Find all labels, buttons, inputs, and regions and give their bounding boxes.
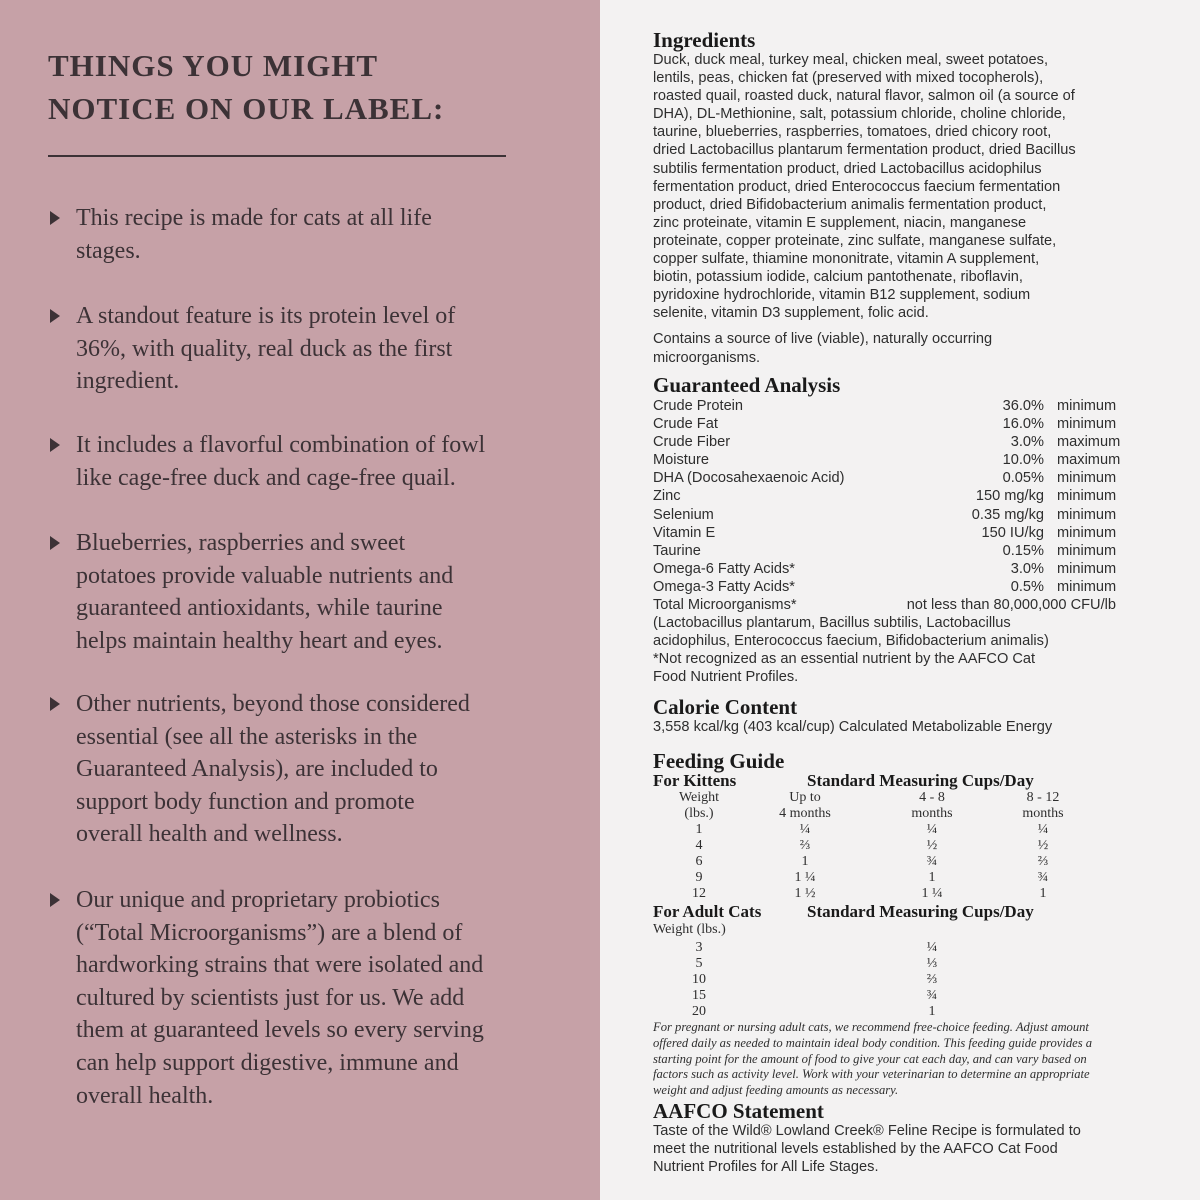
analysis-value: not less than 80,000,000 CFU/lb <box>906 597 1116 614</box>
analysis-nutrient: Total Microorganisms* <box>653 597 797 614</box>
bullet-line: can help support digestive, immune and <box>76 1049 459 1076</box>
ingredients-section <box>653 29 1133 367</box>
bullet-line: 36%, with quality, real duck as the first <box>76 335 453 362</box>
analysis-row <box>653 469 1128 487</box>
aafco-line: meet the nutritional levels established by the AAFCO Cat Food <box>653 1141 1058 1158</box>
bullet-line: guaranteed antioxidants, while taurine <box>76 595 443 622</box>
kitten-cell: ¼ <box>926 822 938 837</box>
note-line: microorganisms. <box>653 349 761 366</box>
bullet-line: like cage-free duck and cage-free quail. <box>76 464 456 491</box>
cups-per-day-label: Standard Measuring Cups/Day <box>807 771 1034 790</box>
kitten-cell: ¾ <box>1037 870 1049 885</box>
ingredients-note <box>653 330 1133 366</box>
kitten-cell: ¾ <box>926 854 938 869</box>
analysis-value: 150 IU/kg <box>981 524 1044 541</box>
analysis-row <box>653 415 1128 433</box>
ingredients-text <box>653 51 1133 322</box>
bullet-arrow-icon <box>50 536 60 550</box>
kitten-cell: 1 <box>801 854 809 869</box>
adult-cell: ⅓ <box>926 956 938 971</box>
bullet-item <box>48 688 578 851</box>
kitten-cell: 1 ½ <box>794 886 816 901</box>
kitten-cell: 1 <box>695 822 703 837</box>
bullet-line: stages. <box>76 237 141 264</box>
bullet-line: essential (see all the asterisks in the <box>76 723 418 750</box>
analysis-qualifier: minimum <box>1057 470 1117 487</box>
kitten-column-header: 8 - 12 <box>1026 790 1060 805</box>
bullet-line: helps maintain healthy heart and eyes. <box>76 627 443 654</box>
ingredient-line: copper sulfate, thiamine mononitrate, vitamin A supplement, <box>653 251 1040 268</box>
ingredient-line: Duck, duck meal, turkey meal, chicken meal, sweet potatoes, <box>653 52 1049 68</box>
kitten-cell: ¼ <box>799 822 811 837</box>
bullet-line: Other nutrients, beyond those considered <box>76 691 470 717</box>
adults-label: For Adult Cats <box>653 902 762 921</box>
ingredient-line: selenite, vitamin D3 supplement, folic acid. <box>653 305 929 322</box>
bullet-line: ingredient. <box>76 368 180 395</box>
title-line: NOTICE ON OUR LABEL: <box>48 91 445 126</box>
adult-cell: 5 <box>695 956 703 971</box>
title-divider <box>48 155 506 157</box>
ingredients-heading: Ingredients <box>653 28 756 52</box>
analysis-row <box>653 451 1128 469</box>
aafco-line: Taste of the Wild® Lowland Creek® Feline Recipe is formulated to <box>653 1123 1081 1139</box>
footnote-line: acidophilus, Enterococcus faecium, Bifidobacterium animalis) <box>653 633 1049 650</box>
analysis-nutrient: Vitamin E <box>653 524 716 541</box>
footnote-line: Food Nutrient Profiles. <box>653 669 799 686</box>
analysis-nutrient: Crude Protein <box>653 398 744 414</box>
ingredient-line: DHA), DL-Methionine, salt, potassium chloride, choline chloride, <box>653 106 1066 123</box>
calorie-value: 3,558 kcal/kg (403 kcal/cup) Calculated Metabolizable Energy <box>653 719 1053 735</box>
bullet-text <box>76 300 578 398</box>
kitten-cell: 1 ¼ <box>794 870 816 885</box>
feeding-note-line: factors such as activity level. Work with your veterinarian to determine an appropriate <box>653 1067 1090 1082</box>
analysis-value: 36.0% <box>1002 398 1044 414</box>
kittens-label: For Kittens <box>653 771 737 790</box>
ingredient-line: zinc proteinate, vitamin E supplement, niacin, manganese <box>653 214 1027 231</box>
bullet-arrow-icon <box>50 309 60 323</box>
kitten-cell: 9 <box>695 870 703 885</box>
cups-per-day-label: Standard Measuring Cups/Day <box>807 902 1034 921</box>
analysis-value: 0.15% <box>1002 542 1044 559</box>
bullet-text <box>76 884 578 1112</box>
bullet-arrow-icon <box>50 438 60 452</box>
kitten-cell: 4 <box>695 838 703 853</box>
kitten-cell: 1 <box>928 870 936 885</box>
adult-weight-header: Weight (lbs.) <box>653 922 726 937</box>
bullet-line: overall health. <box>76 1082 214 1109</box>
bullet-item <box>48 202 578 267</box>
calorie-text <box>653 718 1133 736</box>
bullet-line: hardworking strains that were isolated and <box>76 952 484 979</box>
analysis-row <box>653 578 1128 596</box>
bullet-arrow-icon <box>50 211 60 225</box>
guaranteed-analysis-section <box>653 374 1128 687</box>
feeding-note-line: weight and adjust feeding amounts as necessary. <box>653 1083 899 1098</box>
bullet-line: cultured by scientists just for us. We add <box>76 984 465 1011</box>
analysis-footnote <box>653 614 1128 686</box>
analysis-row <box>653 596 1128 614</box>
analysis-row <box>653 506 1128 524</box>
analysis-value: 0.35 mg/kg <box>971 506 1044 523</box>
ingredient-line: pyridoxine hydrochloride, vitamin B12 supplement, sodium <box>653 287 1031 304</box>
analysis-nutrient: Selenium <box>653 506 714 523</box>
analysis-nutrient: Omega-6 Fatty Acids* <box>653 560 795 577</box>
aafco-text <box>653 1122 1133 1176</box>
page-title <box>48 44 568 130</box>
bullet-item <box>48 429 578 494</box>
ingredient-line: roasted quail, roasted duck, natural flavor, salmon oil (a source of <box>653 88 1075 105</box>
analysis-qualifier: maximum <box>1057 452 1121 469</box>
calorie-heading: Calorie Content <box>653 695 798 719</box>
bullet-text <box>76 429 578 494</box>
bullet-arrow-icon <box>50 697 60 711</box>
kitten-column-header: months <box>1022 806 1064 821</box>
analysis-qualifier: minimum <box>1057 488 1117 505</box>
calorie-section <box>653 696 1133 736</box>
kitten-cell: 12 <box>692 886 706 901</box>
kitten-cell: ¼ <box>1037 822 1049 837</box>
ingredient-line: taurine, blueberries, raspberries, tomatoes, dried chicory root, <box>653 124 1052 141</box>
ingredient-line: dried Lactobacillus plantarum fermentation product, dried Bacillus <box>653 142 1076 159</box>
kitten-column-header: Up to <box>789 790 821 805</box>
feeding-note <box>653 1020 1092 1099</box>
analysis-nutrient: Crude Fat <box>653 416 718 433</box>
analysis-nutrient: Taurine <box>653 542 701 559</box>
analysis-qualifier: minimum <box>1057 398 1117 414</box>
kitten-cell: ½ <box>926 838 938 853</box>
analysis-qualifier: minimum <box>1057 542 1117 559</box>
ingredient-line: product, dried Bifidobacterium animalis fermentation product, <box>653 196 1047 213</box>
analysis-value: 3.0% <box>1010 560 1044 577</box>
bullet-text <box>76 202 578 267</box>
analysis-row <box>653 542 1128 560</box>
bullet-line: (“Total Microorganisms”) are a blend of <box>76 919 463 946</box>
feeding-heading: Feeding Guide <box>653 749 785 773</box>
analysis-qualifier: minimum <box>1057 416 1117 433</box>
footnote-line: *Not recognized as an essential nutrient by the AAFCO Cat <box>653 651 1036 668</box>
analysis-value: 16.0% <box>1002 416 1044 433</box>
ingredient-line: proteinate, copper proteinate, zinc sulfate, manganese sulfate, <box>653 232 1057 249</box>
bullet-line: It includes a flavorful combination of fowl <box>76 432 486 458</box>
bullet-line: potatoes provide valuable nutrients and <box>76 562 454 589</box>
aafco-heading: AAFCO Statement <box>653 1099 824 1123</box>
note-line: Contains a source of live (viable), naturally occurring <box>653 331 993 348</box>
bullet-line: Guaranteed Analysis), are included to <box>76 756 438 783</box>
bullet-text <box>76 527 578 657</box>
ingredient-line: fermentation product, dried Enterococcus faecium fermentation <box>653 178 1061 195</box>
ingredient-line: biotin, potassium iodide, calcium pantothenate, riboflavin, <box>653 269 1023 286</box>
analysis-value: 150 mg/kg <box>975 488 1044 505</box>
bullet-line: them at guaranteed levels so every serving <box>76 1017 484 1044</box>
aafco-section <box>653 1100 1133 1176</box>
bullet-item <box>48 884 578 1112</box>
analysis-table <box>653 397 1128 596</box>
adult-cell: ⅔ <box>926 972 938 987</box>
bullet-line: Our unique and proprietary probiotics <box>76 887 440 913</box>
footnote-line: (Lactobacillus plantarum, Bacillus subtilis, Lactobacillus <box>653 615 1011 632</box>
analysis-qualifier: minimum <box>1057 578 1117 595</box>
kitten-column-header: 4 months <box>779 806 831 821</box>
adult-cell: ¼ <box>926 940 938 955</box>
adult-cell: 20 <box>692 1004 706 1019</box>
bullet-line: A standout feature is its protein level of <box>76 303 456 329</box>
analysis-value: 0.05% <box>1002 470 1044 487</box>
bullet-item <box>48 527 578 657</box>
analysis-nutrient: Zinc <box>653 488 681 505</box>
bullet-line: This recipe is made for cats at all life <box>76 205 432 231</box>
bullet-line: overall health and wellness. <box>76 821 343 848</box>
analysis-row <box>653 524 1128 542</box>
ingredient-line: subtilis fermentation product, dried Lactobacillus acidophilus <box>653 160 1042 177</box>
analysis-row <box>653 560 1128 578</box>
kitten-column-header: 4 - 8 <box>919 790 945 805</box>
kitten-column-header: (lbs.) <box>684 806 714 821</box>
kitten-column-header: months <box>911 806 953 821</box>
kitten-cell: 1 ¼ <box>921 886 943 901</box>
bullet-arrow-icon <box>50 893 60 907</box>
kitten-cell: ½ <box>1037 838 1049 853</box>
analysis-row <box>653 397 1128 415</box>
feeding-guide-section <box>653 750 1133 1100</box>
ingredient-line: lentils, peas, chicken fat (preserved with mixed tocopherols), <box>653 70 1044 87</box>
adult-cell: 10 <box>692 972 706 987</box>
adult-cell: ¾ <box>926 988 938 1003</box>
analysis-row <box>653 433 1128 451</box>
analysis-nutrient: Omega-3 Fatty Acids* <box>653 578 795 595</box>
adult-cell: 15 <box>692 988 706 1003</box>
analysis-row <box>653 487 1128 505</box>
analysis-nutrient: DHA (Docosahexaenoic Acid) <box>653 470 845 487</box>
kitten-column-header: Weight <box>678 790 720 805</box>
bullet-line: Blueberries, raspberries and sweet <box>76 530 406 556</box>
feeding-note-line: starting point for the amount of food to give your cat each day, and can vary based on <box>653 1051 1087 1066</box>
bullet-item <box>48 300 578 398</box>
feeding-note-line: For pregnant or nursing adult cats, we recommend free-choice feeding. Adjust amount <box>653 1020 1089 1034</box>
bullet-text <box>76 688 578 851</box>
feeding-note-line: offered daily as needed to maintain ideal body condition. This feeding guide provides a <box>653 1035 1093 1050</box>
analysis-nutrient: Crude Fiber <box>653 434 731 451</box>
analysis-value: 0.5% <box>1010 578 1044 595</box>
analysis-qualifier: minimum <box>1057 560 1117 577</box>
kitten-cell: ⅔ <box>799 838 811 853</box>
bullet-line: support body function and promote <box>76 788 415 815</box>
title-line: THINGS YOU MIGHT <box>48 48 379 83</box>
adult-cell: 3 <box>695 940 703 955</box>
analysis-value: 3.0% <box>1010 434 1044 451</box>
kitten-cell: 1 <box>1039 886 1047 901</box>
analysis-heading: Guaranteed Analysis <box>653 373 841 397</box>
analysis-qualifier: minimum <box>1057 524 1117 541</box>
analysis-qualifier: minimum <box>1057 506 1117 523</box>
analysis-value: 10.0% <box>1002 452 1044 469</box>
adult-cell: 1 <box>928 1004 936 1019</box>
kitten-cell: ⅔ <box>1037 854 1049 869</box>
aafco-line: Nutrient Profiles for All Life Stages. <box>653 1159 879 1176</box>
analysis-qualifier: maximum <box>1057 434 1121 451</box>
analysis-nutrient: Moisture <box>653 452 709 469</box>
kitten-cell: 6 <box>695 854 703 869</box>
